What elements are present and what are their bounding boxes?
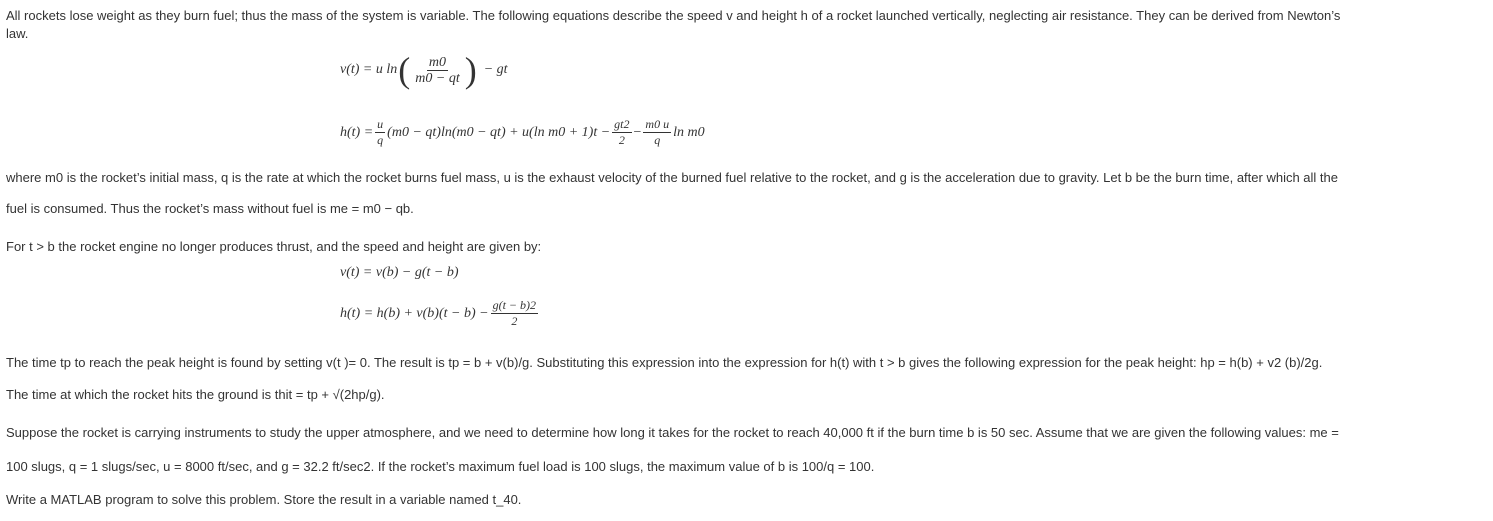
- height-fraction-2-den: 2: [618, 133, 625, 147]
- height-mid: (m0 − qt)ln(m0 − qt) + u(ln m0 + 1)t −: [387, 124, 611, 140]
- suppose-paragraph: [6, 423, 1486, 477]
- velocity-denominator: m0 − qt: [415, 70, 460, 86]
- height-fraction-3: [643, 117, 671, 148]
- velocity-tail: − gt: [483, 62, 508, 77]
- where-paragraph: [6, 168, 1486, 219]
- peak-line-1: The time tp to reach the peak height is found by setting v(t )= 0. The result is tp = b + v(b)/g. Substituting this expression into the expression for h(t) with t > b gives the following expression for the peak height: hp = h(b) + v2 (b)/2g.: [6, 355, 1323, 370]
- height-after-burn-num: g(t − b)2: [492, 298, 537, 312]
- velocity-after-burn-text: v(t) = v(b) − g(t − b): [340, 265, 459, 280]
- height-lhs: h(t) =: [340, 124, 374, 140]
- intro-line-1: All rockets lose weight as they burn fuel; thus the mass of the system is variable. The following equations describe the speed v and height h of a rocket launched vertically, neglecting air resistance. They can be derived from Newton’s: [6, 8, 1341, 23]
- intro-line-2: law.: [6, 26, 29, 41]
- height-fraction-3-den: q: [654, 133, 661, 147]
- suppose-line-1: Suppose the rocket is carrying instruments to study the upper atmosphere, and we need to determine how long it takes for the rocket to reach 40,000 ft if the burn time b is 50 sec. Assume that we are given the following values: me =: [6, 425, 1339, 440]
- where-line-2: fuel is consumed. Thus the rocket’s mass without fuel is me = m0 − qb.: [6, 201, 414, 216]
- height-minus: −: [633, 124, 642, 140]
- velocity-equation: [340, 52, 508, 88]
- height-after-burn-fraction: [491, 298, 538, 329]
- right-paren: ): [464, 50, 477, 90]
- suppose-line-2: 100 slugs, q = 1 slugs/sec, u = 8000 ft/sec, and g = 32.2 ft/sec2. If the rocket’s maximum fuel load is 100 slugs, the maximum value of b is 100/q = 100.: [6, 459, 875, 474]
- height-fraction-1-den: q: [377, 133, 384, 147]
- intro-paragraph: [6, 6, 1486, 44]
- peak-paragraph: [6, 353, 1486, 405]
- height-fraction-3-num: m0 u: [645, 117, 670, 131]
- height-fraction-1-num: u: [377, 117, 384, 131]
- height-after-burn-equation: [340, 298, 540, 329]
- final-instruction: Write a MATLAB program to solve this problem. Store the result in a variable named t_40.: [6, 492, 522, 507]
- height-equation: [340, 117, 705, 148]
- velocity-after-burn-equation: [340, 265, 459, 281]
- height-fraction-2: [612, 117, 631, 148]
- height-after-burn-lhs: h(t) = h(b) + v(b)(t − b) −: [340, 305, 489, 321]
- after-burn-paragraph: For t > b the rocket engine no longer produces thrust, and the speed and height are given by:: [6, 239, 542, 254]
- left-paren: (: [398, 50, 411, 90]
- velocity-fraction: [413, 55, 461, 86]
- where-line-1: where m0 is the rocket’s initial mass, q is the rate at which the rocket burns fuel mass, u is the exhaust velocity of the burned fuel relative to the rocket, and g is the acceleration due to gravity. Let b be the burn time, after which all the: [6, 170, 1338, 185]
- height-tail: ln m0: [673, 124, 705, 140]
- velocity-numerator: m0: [428, 54, 447, 70]
- peak-line-2: The time at which the rocket hits the ground is thit = tp + √(2hp/g).: [6, 387, 385, 402]
- height-fraction-1: [375, 117, 385, 148]
- height-after-burn-den: 2: [511, 314, 518, 328]
- velocity-lhs: v(t) = u ln: [340, 62, 398, 77]
- height-fraction-2-num: gt2: [614, 117, 630, 131]
